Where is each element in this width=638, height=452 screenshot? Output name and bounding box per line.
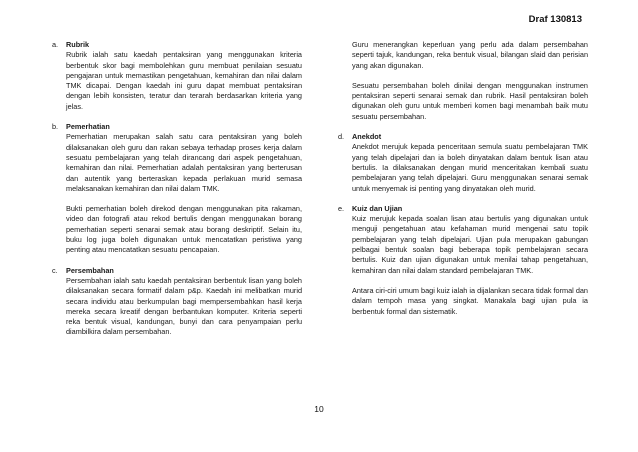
section-marker: d.	[338, 132, 345, 142]
left-column	[52, 40, 302, 348]
section-heading: Rubrik	[66, 40, 90, 49]
section-kuiz-dan-ujian	[338, 204, 588, 317]
paragraph: Anekdot merujuk kepada penceritaan semula suatu pembelajaran TMK yang telah dipelajari dan ia boleh dinyatakan dalam bentuk lisan atau bertulis. Ia dilaksanakan dengan murid menceritakan kembali suatu pembelajaran yang telah dipelajari. Guru menggunakan senarai semak untuk menyemak isi penting yang dinyatakan oleh murid.	[352, 142, 588, 193]
section-heading: Anekdot	[352, 132, 382, 142]
paragraph: Guru menerangkan keperluan yang perlu ada dalam persembahan seperti tajuk, kandungan, reka bentuk visual, bilangan slaid dan perisian yang akan digunakan.	[352, 40, 588, 70]
section-persembahan	[52, 266, 302, 338]
paragraph: Bukti pemerhatian boleh direkod dengan menggunakan pita rakaman, video dan fotografi atau rekod bertulis dengan menggunakan borang pemerhatian seperti senarai semak atau borang deskriptif. Selain itu, buku log juga boleh digunakan untuk mencatatkan peristiwa yang penting atau mencatatkan sesuatu pencapaian.	[66, 204, 302, 255]
section-heading: Pemerhatian	[66, 122, 110, 132]
section-anekdot	[338, 132, 588, 194]
right-column	[338, 40, 588, 327]
section-marker: a.	[52, 40, 59, 49]
section-persembahan-continued	[338, 40, 588, 122]
section-marker: c.	[52, 265, 58, 275]
section-marker: b.	[52, 122, 59, 132]
paragraph: Antara ciri-ciri umum bagi kuiz ialah ia dijalankan secara tidak formal dan dalam tempoh masa yang singkat. Manakala bagi ujian pula ia berbentuk formal dan sistematik.	[352, 285, 588, 316]
section-pemerhatian	[52, 122, 302, 256]
paragraph: Rubrik ialah satu kaedah pentaksiran yang menggunakan kriteria berbentuk skor bagi membolehkan guru membuat penilaian sesuatu pengajaran untuk memastikan pengetahuan, kemahiran dan nilai dalam TMK dicapai. Dengan kaedah ini guru dapat membuat pentaksiran dengan lebih konsisten, teratur dan terarah berdasarkan kriteria yang jelas.	[66, 50, 302, 111]
page-number: 10	[314, 404, 324, 414]
paragraph: Pemerhatian merupakan salah satu cara pentaksiran yang boleh dilaksanakan oleh guru dan rakan sebaya terhadap proses kerja dalam sesuatu pembelajaran yang telah dirancang dari aspek pengetahuan, kemahiran dan nilai. Pemerhatian adalah pentaksiran yang berterusan dan autentik yang berteraskan kepada perlakuan murid semasa melaksanakan kemahiran dan nilai dalam TMK.	[66, 132, 302, 193]
paragraph: Sesuatu persembahan boleh dinilai dengan menggunakan instrumen pentaksiran seperti senarai semak dan rubrik. Hasil pentaksiran boleh digunakan oleh guru untuk memberi komen bagi menambah baik mutu sesuatu persembahan.	[352, 80, 588, 121]
section-rubrik	[52, 40, 302, 112]
paragraph: Kuiz merujuk kepada soalan lisan atau bertulis yang digunakan untuk menguji pengetahuan atau kefahaman murid mengenai satu topik pembelajaran yang telah dipelajari. Ujian pula merupakan gabungan pelbagai bentuk soalan bagi beberapa topik pembelajaran secara bertulis. Kuiz dan ujian digunakan untuk menilai tahap pengetahuan, kemahiran dan nilai dalam standard pembelajaran TMK.	[352, 214, 588, 275]
section-heading: Kuiz dan Ujian	[352, 203, 403, 213]
section-heading: Persembahan	[66, 265, 114, 275]
paragraph: Persembahan ialah satu kaedah pentaksiran berbentuk lisan yang boleh dilaksanakan secara formatif dalam p&p. Kaedah ini melibatkan murid secara individu atau berkumpulan bagi mempersembahkan hasil kerja mereka secara kreatif dengan berbantukan komputer. Kriteria seperti reka bentuk visual, kandungan, bunyi dan cara penyampaian perlu diambilkira dalam persembahan.	[66, 275, 302, 337]
draft-label: Draf 130813	[528, 14, 582, 25]
section-marker: e.	[338, 203, 345, 213]
